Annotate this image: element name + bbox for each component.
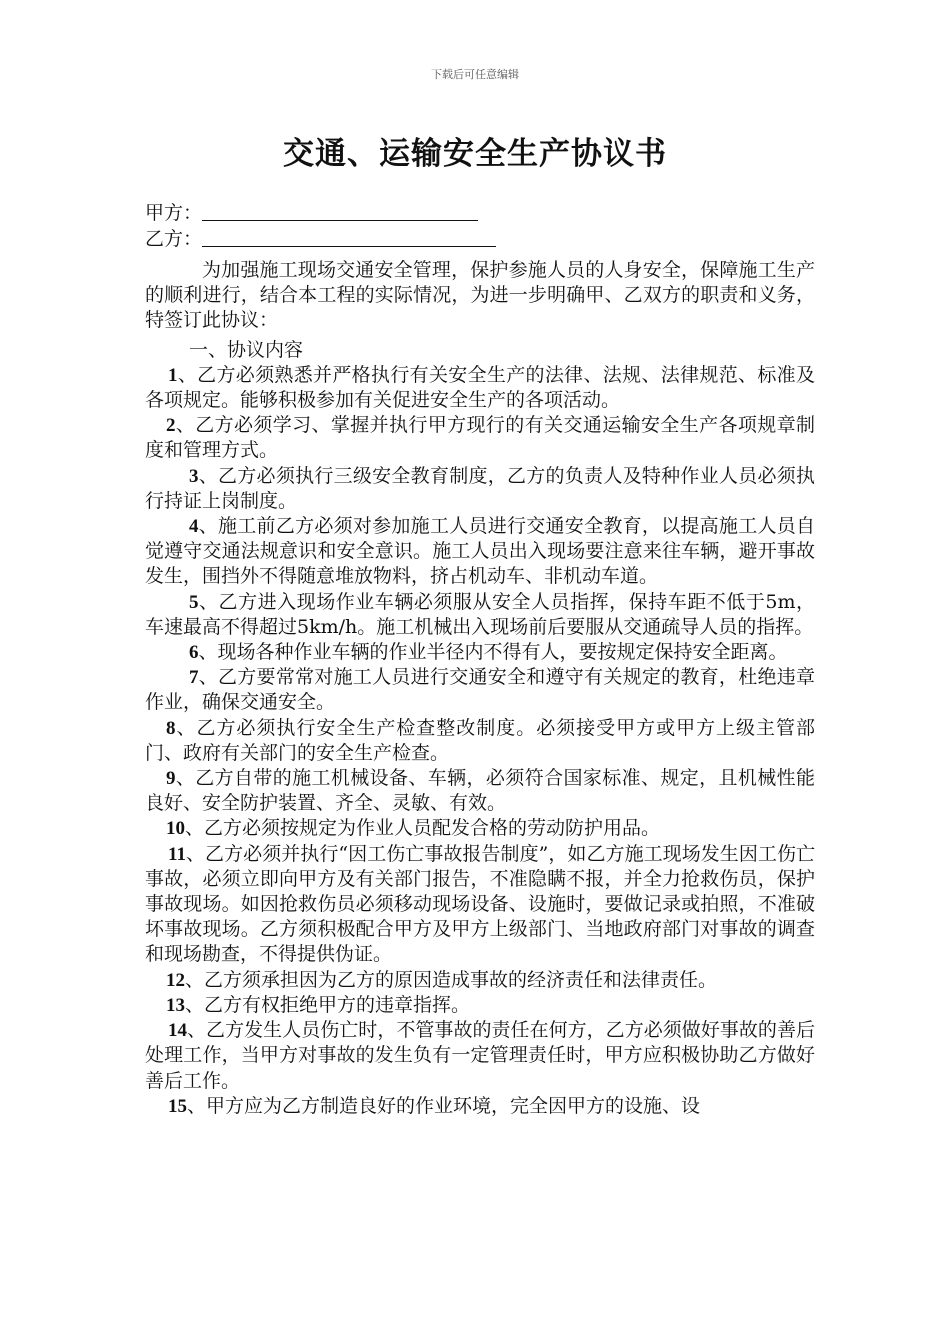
clause-number: 5: [189, 591, 199, 613]
clause-text: 、乙方必须执行三级安全教育制度，乙方的负责人及特种作业人员必须执行持证上岗制度。: [145, 464, 815, 512]
clause-8: [145, 716, 815, 766]
parties-block: [145, 200, 496, 252]
clause-number: 8: [166, 717, 176, 739]
clause-number: 6: [189, 642, 199, 664]
clause-2: [145, 413, 815, 463]
clause-number: 3: [189, 465, 199, 487]
clause-text: 、乙方必须执行安全生产检查整改制度。必须接受甲方或甲方上级主管部门、政府有关部门的安全生产检查。: [145, 716, 815, 764]
document-title: 交通、运输安全生产协议书: [283, 136, 667, 172]
clause-text: 、施工前乙方必须对参加施工人员进行交通安全教育，以提高施工人员自觉遵守交通法规意识和安全意识。施工人员出入现场要注意来往车辆，避开事故发生，围挡外不得随意堆放物料，挤占机动车、非机动车道。: [145, 515, 815, 588]
party-a-label: 甲方：: [145, 202, 203, 224]
clause-12: [145, 968, 815, 993]
clause-text: 、乙方须承担因为乙方的原因造成事故的经济责任和法律责任。: [185, 968, 718, 991]
clause-number: 14: [168, 1020, 187, 1042]
header-note: 下载后可任意编辑: [431, 68, 519, 81]
clause-13: [145, 993, 815, 1018]
clause-4: [145, 514, 815, 590]
clause-text: 、乙方自带的施工机械设备、车辆，必须符合国家标准、规定，且机械性能良好、安全防护装置、齐全、灵敏、有效。: [145, 767, 815, 815]
party-a: [145, 200, 496, 226]
clause-text: 、乙方有权拒绝甲方的违章指挥。: [185, 993, 471, 1016]
clause-number: 15: [168, 1095, 187, 1117]
clause-1: [145, 363, 815, 413]
party-b-label: 乙方：: [145, 228, 203, 250]
clause-text: 、现场各种作业车辆的作业半径内不得有人，要按规定保持安全距离。: [198, 641, 788, 664]
clause-text: 、乙方必须按规定为作业人员配发合格的劳动防护用品。: [185, 817, 661, 840]
clause-text: 、乙方进入现场作业车辆必须服从安全人员指挥，保持车距不低于5m，车速最高不得超过5km/h。施工机械出入现场前后要服从交通疏导人员的指挥。: [145, 590, 815, 638]
party-b-blank-line: [202, 228, 496, 247]
clause-text: 、甲方应为乙方制造良好的作业环境，完全因甲方的设施、设: [187, 1094, 701, 1117]
clause-number: 13: [166, 994, 185, 1016]
clause-3: [145, 464, 815, 514]
section-heading: 一、协议内容: [189, 338, 304, 361]
clause-text: 、乙方必须熟悉并严格执行有关安全生产的法律、法规、法律规范、标准及各项规定。能够积极参加有关促进安全生产的各项活动。: [145, 363, 815, 412]
party-a-blank-line: [202, 202, 478, 221]
clause-text: 、乙方发生人员伤亡时，不管事故的责任在何方，乙方必须做好事故的善后处理工作，当甲方对事故的发生负有一定管理责任时，甲方应积极协助乙方做好善后工作。: [145, 1019, 815, 1092]
clause-text: 、乙方必须并执行“因工伤亡事故报告制度”，如乙方施工现场发生因工伤亡事故，必须立即向甲方及有关部门报告，不准隐瞒不报，并全力抢救伤员，保护事故现场。如因抢救伤员必须移动现场设备、设施时，要做记录或拍照，不准破坏事故现场。乙方须积极配合甲方及甲方上级部门、当地政府部门对事故的调查和现场勘查，不得提供伪证。: [145, 842, 815, 966]
clause-text: 、乙方必须学习、掌握并执行甲方现行的有关交通运输安全生产各项规章制度和管理方式。: [145, 414, 815, 462]
agreement-body: [145, 258, 815, 1119]
clause-number: 2: [166, 415, 176, 437]
clause-number: 12: [166, 969, 185, 991]
clause-11: [145, 842, 815, 968]
clause-number: 7: [189, 667, 199, 689]
clause-number: 1: [168, 364, 178, 386]
clause-6: [145, 640, 815, 665]
clause-9: [145, 766, 815, 816]
clause-number: 4: [189, 516, 199, 538]
clause-5: [145, 590, 815, 640]
clause-number: 11: [168, 843, 186, 865]
clause-14: [145, 1018, 815, 1094]
clause-10: [145, 816, 815, 841]
clause-number: 10: [166, 818, 185, 840]
clause-15: [145, 1094, 815, 1119]
clause-text: 、乙方要常常对施工人员进行交通安全和遵守有关规定的教育，杜绝违章作业，确保交通安全。: [145, 666, 815, 714]
intro-paragraph: 为加强施工现场交通安全管理，保护参施人员的人身安全，保障施工生产的顺利进行，结合本工程的实际情况，为进一步明确甲、乙双方的职责和义务，特签订此协议：: [145, 259, 815, 332]
party-b: [145, 226, 496, 252]
clause-7: [145, 665, 815, 715]
clause-number: 9: [166, 768, 176, 790]
